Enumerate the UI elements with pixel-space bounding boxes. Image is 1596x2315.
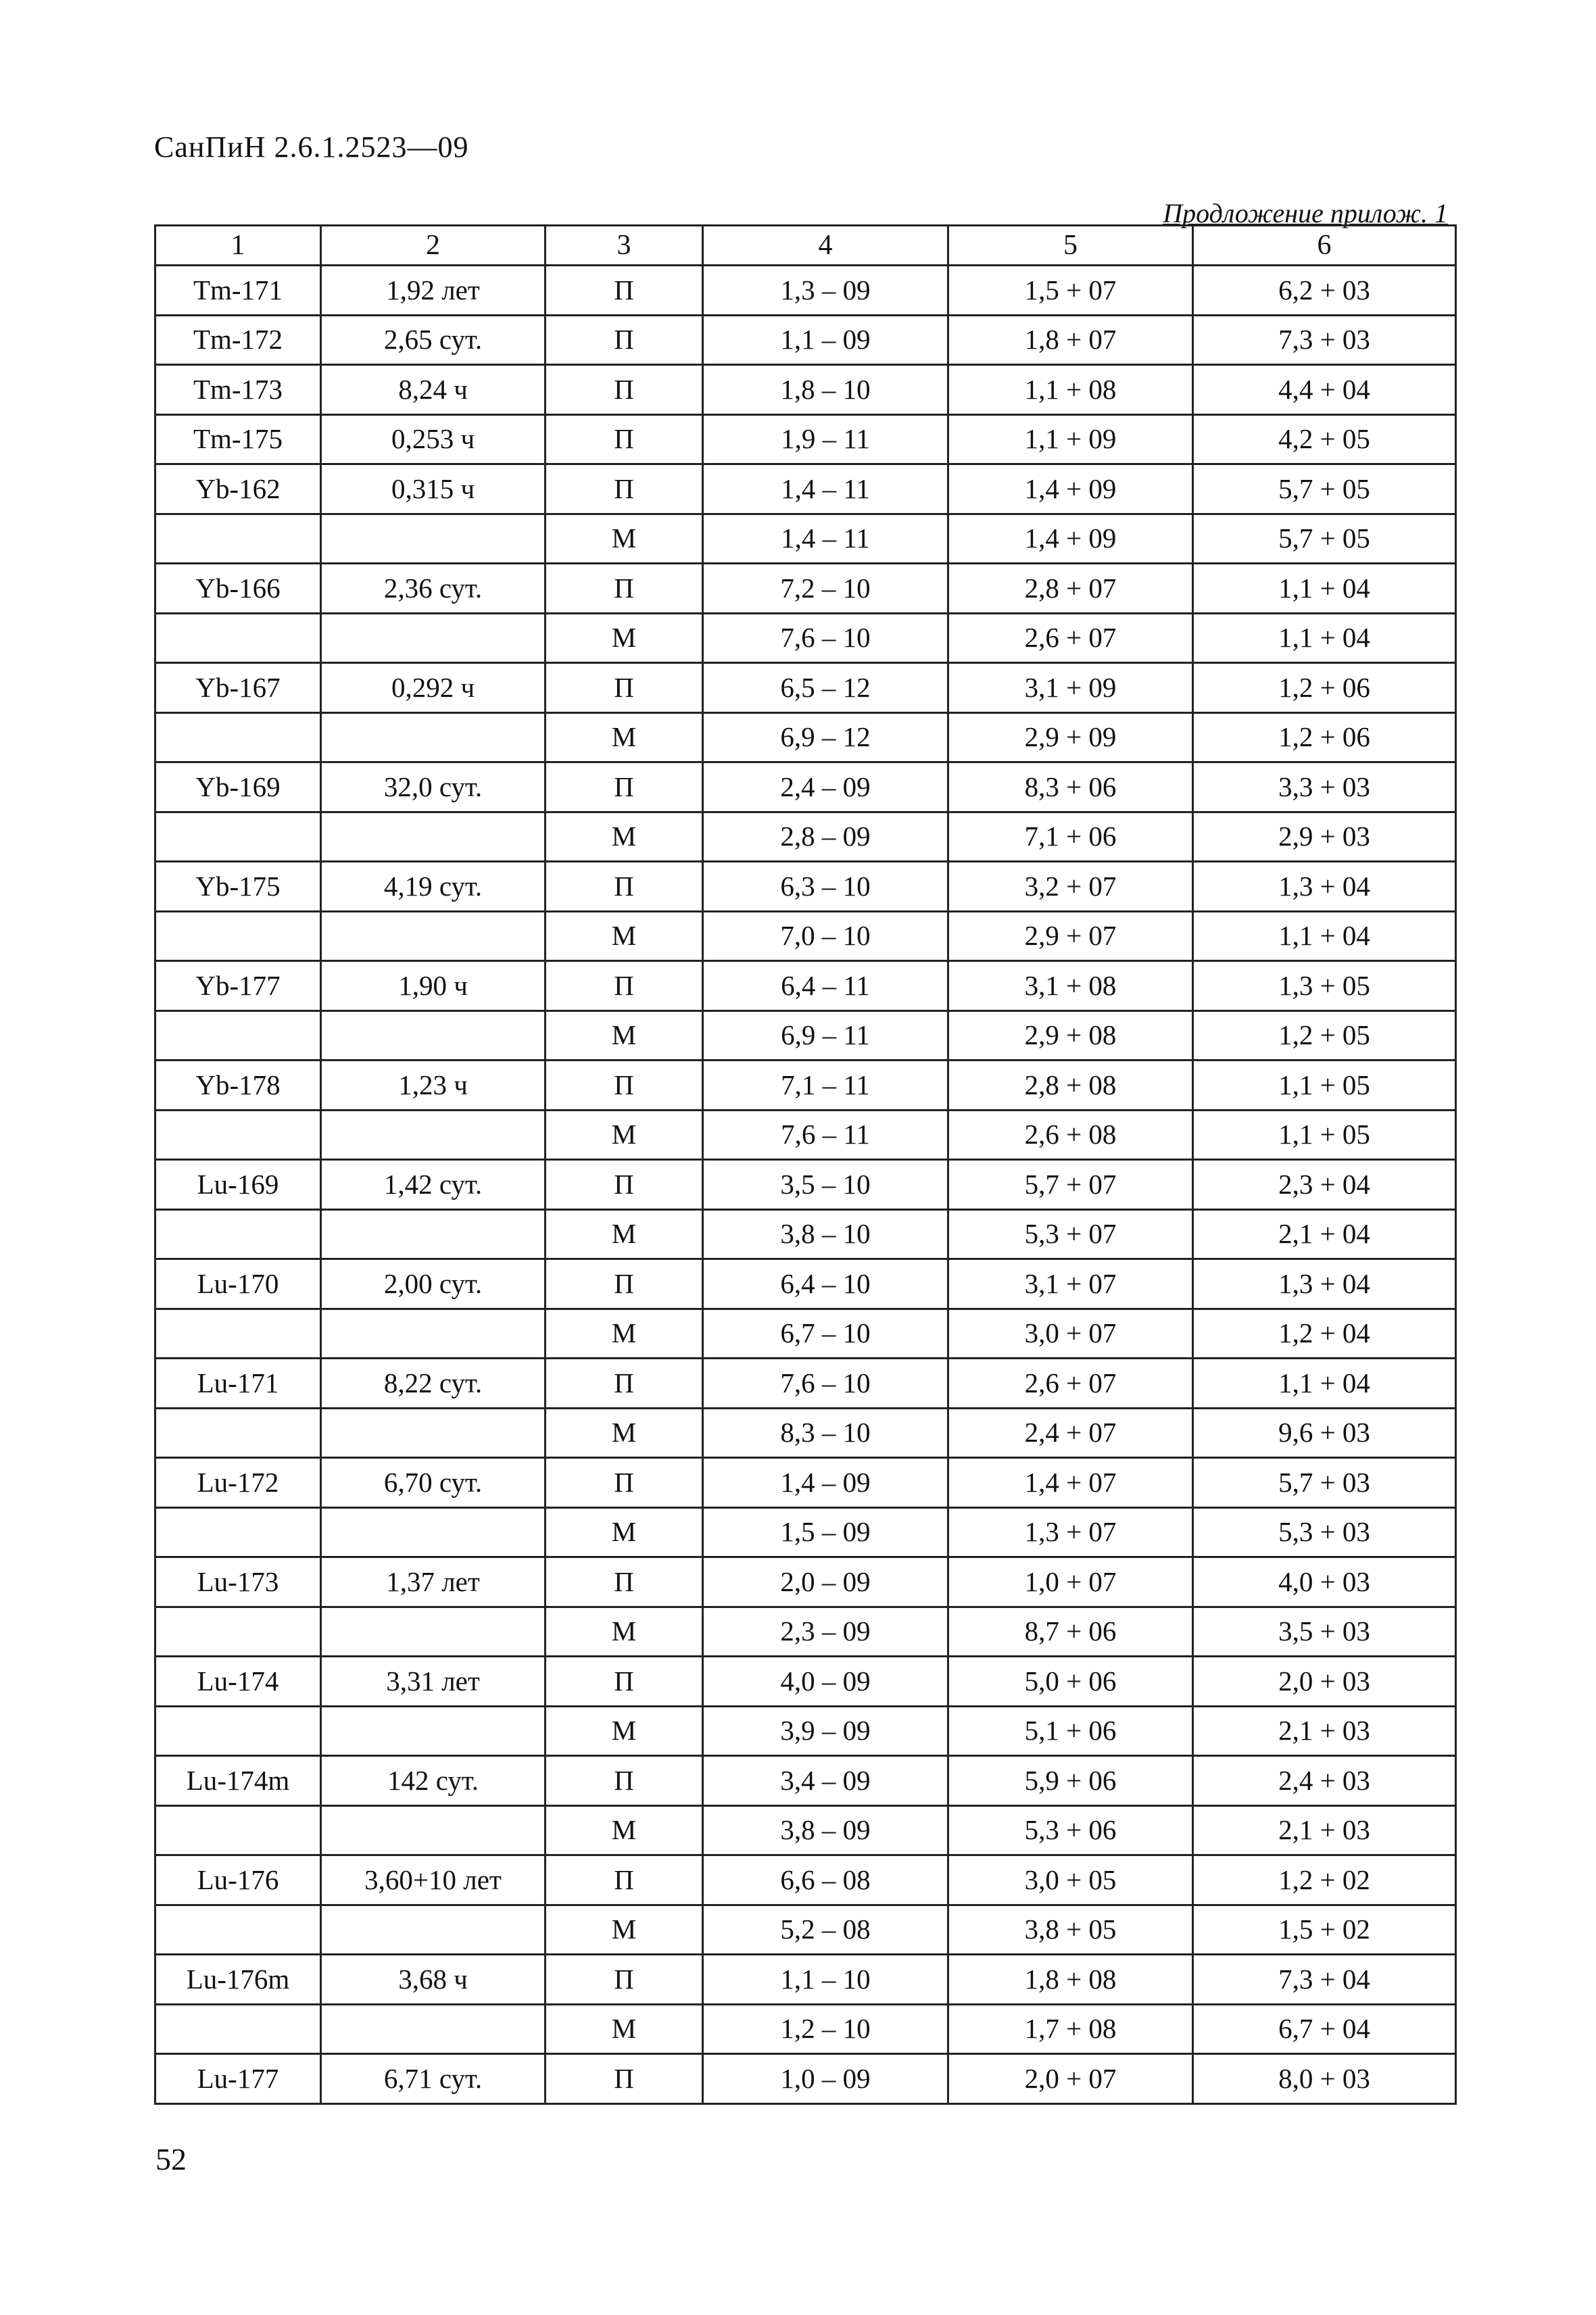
table-cell bbox=[321, 1905, 546, 1955]
table-cell: 5,1 + 06 bbox=[948, 1706, 1193, 1756]
table-cell: П bbox=[546, 663, 703, 713]
table-cell: Tm-171 bbox=[155, 266, 321, 316]
table-cell: 6,9 – 12 bbox=[703, 712, 948, 762]
table-cell: 2,9 + 07 bbox=[948, 911, 1193, 961]
table-cell: 5,7 + 05 bbox=[1193, 464, 1456, 514]
table-cell: П bbox=[546, 862, 703, 912]
column-header: 4 bbox=[703, 226, 948, 266]
table-cell: 1,5 – 09 bbox=[703, 1507, 948, 1557]
table-cell: 1,3 + 07 bbox=[948, 1507, 1193, 1557]
table-cell: П bbox=[546, 266, 703, 316]
table-cell: Yb-175 bbox=[155, 862, 321, 912]
table-cell: Yb-166 bbox=[155, 564, 321, 614]
table-cell: 1,2 + 05 bbox=[1193, 1010, 1456, 1061]
table-cell: 3,1 + 08 bbox=[948, 961, 1193, 1011]
table-cell bbox=[155, 1010, 321, 1061]
table-cell: 2,0 + 03 bbox=[1193, 1657, 1456, 1707]
table-cell: 1,2 + 06 bbox=[1193, 712, 1456, 762]
table-cell: 1,4 – 09 bbox=[703, 1458, 948, 1508]
table-cell: 1,92 лет bbox=[321, 266, 546, 316]
header-row bbox=[155, 226, 1456, 266]
table-cell: М bbox=[546, 812, 703, 862]
table-row bbox=[155, 1160, 1456, 1210]
table-cell: 5,3 + 06 bbox=[948, 1805, 1193, 1855]
table-cell bbox=[321, 1010, 546, 1061]
table-cell: 4,0 + 03 bbox=[1193, 1557, 1456, 1607]
table-cell: 8,3 – 10 bbox=[703, 1408, 948, 1458]
table-cell: 1,7 + 08 bbox=[948, 2004, 1193, 2054]
table-cell bbox=[155, 1607, 321, 1657]
table-cell: 6,4 – 11 bbox=[703, 961, 948, 1011]
table-row bbox=[155, 911, 1456, 961]
table-cell: 7,6 – 10 bbox=[703, 613, 948, 663]
table-cell: П bbox=[546, 315, 703, 365]
table-cell: М bbox=[546, 1905, 703, 1955]
table-row bbox=[155, 1805, 1456, 1855]
table-row bbox=[155, 1855, 1456, 1905]
table-cell: Tm-175 bbox=[155, 414, 321, 464]
table-cell: 2,65 сут. bbox=[321, 315, 546, 365]
table-cell: 6,7 + 04 bbox=[1193, 2004, 1456, 2054]
table-cell: 1,37 лет bbox=[321, 1557, 546, 1607]
table-cell bbox=[155, 812, 321, 862]
table-cell: 2,6 + 07 bbox=[948, 613, 1193, 663]
table-cell: П bbox=[546, 1061, 703, 1111]
table-cell: 1,0 – 09 bbox=[703, 2054, 948, 2104]
table-cell: 3,1 + 07 bbox=[948, 1259, 1193, 1309]
table-cell bbox=[155, 911, 321, 961]
table-cell: 2,6 + 07 bbox=[948, 1359, 1193, 1409]
table-cell: М bbox=[546, 1209, 703, 1259]
table-cell: 2,1 + 03 bbox=[1193, 1706, 1456, 1756]
table-cell: 2,4 + 03 bbox=[1193, 1756, 1456, 1806]
table-cell: М bbox=[546, 1706, 703, 1756]
table-cell: 5,0 + 06 bbox=[948, 1657, 1193, 1707]
table-cell: П bbox=[546, 1955, 703, 2005]
table-cell bbox=[155, 1805, 321, 1855]
table-cell bbox=[155, 1110, 321, 1160]
table-cell bbox=[321, 712, 546, 762]
table-cell: 2,9 + 08 bbox=[948, 1010, 1193, 1061]
table-cell: 5,9 + 06 bbox=[948, 1756, 1193, 1806]
table-cell: Lu-170 bbox=[155, 1259, 321, 1309]
table-cell: 6,2 + 03 bbox=[1193, 266, 1456, 316]
table-row bbox=[155, 514, 1456, 564]
table-cell: 3,68 ч bbox=[321, 1955, 546, 2005]
table-row bbox=[155, 663, 1456, 713]
table-cell: Lu-174m bbox=[155, 1756, 321, 1806]
table-cell bbox=[321, 1309, 546, 1359]
table-cell: 8,7 + 06 bbox=[948, 1607, 1193, 1657]
table-cell bbox=[321, 1110, 546, 1160]
table-row bbox=[155, 464, 1456, 514]
table-cell: 3,2 + 07 bbox=[948, 862, 1193, 912]
table-cell bbox=[321, 2004, 546, 2054]
table-cell: 0,253 ч bbox=[321, 414, 546, 464]
table-cell: 1,4 + 09 bbox=[948, 464, 1193, 514]
page-number: 52 bbox=[155, 2142, 187, 2176]
table-cell: 7,6 – 10 bbox=[703, 1359, 948, 1409]
table-cell: 1,1 – 09 bbox=[703, 315, 948, 365]
table-cell: 4,0 – 09 bbox=[703, 1657, 948, 1707]
table-row bbox=[155, 1309, 1456, 1359]
table-cell: Lu-172 bbox=[155, 1458, 321, 1508]
table-cell: 3,1 + 09 bbox=[948, 663, 1193, 713]
table-cell: Yb-177 bbox=[155, 961, 321, 1011]
table-cell: 3,60+10 лет bbox=[321, 1855, 546, 1905]
table-cell: П bbox=[546, 1458, 703, 1508]
table-row bbox=[155, 1706, 1456, 1756]
table-cell: 5,3 + 03 bbox=[1193, 1507, 1456, 1557]
table-row bbox=[155, 1458, 1456, 1508]
table-row bbox=[155, 1955, 1456, 2005]
table-cell: 1,23 ч bbox=[321, 1061, 546, 1111]
table-cell: П bbox=[546, 365, 703, 415]
table-cell: 1,1 + 04 bbox=[1193, 564, 1456, 614]
table-cell bbox=[321, 812, 546, 862]
table-cell: М bbox=[546, 1408, 703, 1458]
table-cell bbox=[155, 514, 321, 564]
table-cell: 2,9 + 09 bbox=[948, 712, 1193, 762]
table-cell: 1,9 – 11 bbox=[703, 414, 948, 464]
table-cell: 2,4 + 07 bbox=[948, 1408, 1193, 1458]
table-cell: М bbox=[546, 1507, 703, 1557]
table-cell bbox=[321, 1408, 546, 1458]
table-cell bbox=[155, 1905, 321, 1955]
table-cell: Lu-171 bbox=[155, 1359, 321, 1409]
table-cell bbox=[321, 1507, 546, 1557]
table-row bbox=[155, 2054, 1456, 2104]
table-cell: 1,5 + 02 bbox=[1193, 1905, 1456, 1955]
table-cell: М bbox=[546, 712, 703, 762]
table-cell: М bbox=[546, 911, 703, 961]
table-cell: 5,7 + 03 bbox=[1193, 1458, 1456, 1508]
table-row bbox=[155, 862, 1456, 912]
table-cell: 1,2 – 10 bbox=[703, 2004, 948, 2054]
table-cell: 3,8 + 05 bbox=[948, 1905, 1193, 1955]
table-cell bbox=[321, 1706, 546, 1756]
table-cell: 1,90 ч bbox=[321, 961, 546, 1011]
table-cell: 6,3 – 10 bbox=[703, 862, 948, 912]
table-row bbox=[155, 812, 1456, 862]
table-cell: 2,8 + 08 bbox=[948, 1061, 1193, 1111]
table-row bbox=[155, 1756, 1456, 1806]
table-cell: 2,8 – 09 bbox=[703, 812, 948, 862]
table-cell: 1,8 – 10 bbox=[703, 365, 948, 415]
table-cell bbox=[321, 1607, 546, 1657]
table-cell: 7,3 + 03 bbox=[1193, 315, 1456, 365]
table-cell: Yb-178 bbox=[155, 1061, 321, 1111]
table-cell: 1,1 + 05 bbox=[1193, 1061, 1456, 1111]
table-cell: 2,9 + 03 bbox=[1193, 812, 1456, 862]
table-cell bbox=[321, 514, 546, 564]
table-row bbox=[155, 564, 1456, 614]
table-cell bbox=[155, 1209, 321, 1259]
table-row bbox=[155, 1905, 1456, 1955]
table-cell: Lu-176m bbox=[155, 1955, 321, 2005]
table-cell: 2,8 + 07 bbox=[948, 564, 1193, 614]
table-cell: 1,1 + 04 bbox=[1193, 911, 1456, 961]
table-cell: 5,2 – 08 bbox=[703, 1905, 948, 1955]
table-cell: Yb-169 bbox=[155, 762, 321, 812]
table-cell bbox=[155, 1706, 321, 1756]
table-cell: 1,42 сут. bbox=[321, 1160, 546, 1210]
table-row bbox=[155, 1507, 1456, 1557]
table-cell: М bbox=[546, 1805, 703, 1855]
table-cell: 3,31 лет bbox=[321, 1657, 546, 1707]
table-cell: 1,3 + 04 bbox=[1193, 862, 1456, 912]
table-cell: Tm-172 bbox=[155, 315, 321, 365]
table-cell: 1,3 + 04 bbox=[1193, 1259, 1456, 1309]
table-cell: 7,6 – 11 bbox=[703, 1110, 948, 1160]
table-row bbox=[155, 365, 1456, 415]
table-cell bbox=[321, 613, 546, 663]
table-row bbox=[155, 1657, 1456, 1707]
table-cell: 6,5 – 12 bbox=[703, 663, 948, 713]
table-cell: 1,8 + 07 bbox=[948, 315, 1193, 365]
table-cell: П bbox=[546, 1657, 703, 1707]
table-row bbox=[155, 1010, 1456, 1061]
table-cell: 3,9 – 09 bbox=[703, 1706, 948, 1756]
table-cell: 1,1 + 08 bbox=[948, 365, 1193, 415]
table-cell: 6,70 сут. bbox=[321, 1458, 546, 1508]
table-cell: М bbox=[546, 1010, 703, 1061]
table-cell: 1,4 + 09 bbox=[948, 514, 1193, 564]
table-cell: 1,3 – 09 bbox=[703, 266, 948, 316]
table-cell: М bbox=[546, 514, 703, 564]
table-cell: 6,9 – 11 bbox=[703, 1010, 948, 1061]
table-cell: 7,3 + 04 bbox=[1193, 1955, 1456, 2005]
table-body bbox=[155, 266, 1456, 2104]
table-cell: 5,7 + 07 bbox=[948, 1160, 1193, 1210]
column-header: 5 bbox=[948, 226, 1193, 266]
table-cell: 0,292 ч bbox=[321, 663, 546, 713]
table-cell: 3,5 – 10 bbox=[703, 1160, 948, 1210]
table-row bbox=[155, 1110, 1456, 1160]
table-cell: П bbox=[546, 1756, 703, 1806]
table-cell: Lu-174 bbox=[155, 1657, 321, 1707]
table-cell: 1,2 + 06 bbox=[1193, 663, 1456, 713]
table-cell: П bbox=[546, 1855, 703, 1905]
table-cell: Lu-177 bbox=[155, 2054, 321, 2104]
table-cell: М bbox=[546, 1607, 703, 1657]
table-cell: 1,1 + 04 bbox=[1193, 1359, 1456, 1409]
table-cell: П bbox=[546, 564, 703, 614]
table-cell: Lu-173 bbox=[155, 1557, 321, 1607]
table-cell: 3,5 + 03 bbox=[1193, 1607, 1456, 1657]
table-cell bbox=[155, 613, 321, 663]
table-cell: 1,1 + 05 bbox=[1193, 1110, 1456, 1160]
table-cell: 6,71 сут. bbox=[321, 2054, 546, 2104]
table-cell: 2,0 + 07 bbox=[948, 2054, 1193, 2104]
table-cell: 1,8 + 08 bbox=[948, 1955, 1193, 2005]
table-row bbox=[155, 1408, 1456, 1458]
table-cell: 2,3 + 04 bbox=[1193, 1160, 1456, 1210]
table-cell: М bbox=[546, 1309, 703, 1359]
table-cell: М bbox=[546, 1110, 703, 1160]
table-cell: 7,1 – 11 bbox=[703, 1061, 948, 1111]
table-cell: 7,2 – 10 bbox=[703, 564, 948, 614]
table-cell: 1,3 + 05 bbox=[1193, 961, 1456, 1011]
table-cell: 2,36 сут. bbox=[321, 564, 546, 614]
table-cell: Yb-162 bbox=[155, 464, 321, 514]
table-cell: 6,4 – 10 bbox=[703, 1259, 948, 1309]
table-cell: П bbox=[546, 2054, 703, 2104]
table-cell: 1,2 + 02 bbox=[1193, 1855, 1456, 1905]
continuation-note: Продложение прилож. 1 bbox=[1163, 198, 1448, 228]
table-cell: П bbox=[546, 414, 703, 464]
table-row bbox=[155, 2004, 1456, 2054]
table-row bbox=[155, 1209, 1456, 1259]
table-cell: 1,4 + 07 bbox=[948, 1458, 1193, 1508]
table-cell: 1,5 + 07 bbox=[948, 266, 1193, 316]
table-cell bbox=[321, 1209, 546, 1259]
table-cell: П bbox=[546, 1359, 703, 1409]
table-row bbox=[155, 1557, 1456, 1607]
table-cell: 1,4 – 11 bbox=[703, 464, 948, 514]
table-cell: 8,0 + 03 bbox=[1193, 2054, 1456, 2104]
table-row bbox=[155, 613, 1456, 663]
table-cell: 2,6 + 08 bbox=[948, 1110, 1193, 1160]
table-cell: 2,0 – 09 bbox=[703, 1557, 948, 1607]
table-cell: 1,2 + 04 bbox=[1193, 1309, 1456, 1359]
table-cell: 5,3 + 07 bbox=[948, 1209, 1193, 1259]
table-cell bbox=[155, 1507, 321, 1557]
table-row bbox=[155, 762, 1456, 812]
table-cell bbox=[155, 1309, 321, 1359]
table-cell: 3,0 + 07 bbox=[948, 1309, 1193, 1359]
table-cell: 4,4 + 04 bbox=[1193, 365, 1456, 415]
table-cell: 8,22 сут. bbox=[321, 1359, 546, 1409]
column-header: 6 bbox=[1193, 226, 1456, 266]
table-cell: 1,1 + 04 bbox=[1193, 613, 1456, 663]
table-cell: 2,4 – 09 bbox=[703, 762, 948, 812]
table-cell: 3,3 + 03 bbox=[1193, 762, 1456, 812]
table-cell: П bbox=[546, 1160, 703, 1210]
data-table bbox=[154, 224, 1457, 2105]
table-row bbox=[155, 1359, 1456, 1409]
table-cell: 3,8 – 09 bbox=[703, 1805, 948, 1855]
table-cell: 2,1 + 03 bbox=[1193, 1805, 1456, 1855]
table-row bbox=[155, 1259, 1456, 1309]
table-row bbox=[155, 315, 1456, 365]
table-cell: 142 сут. bbox=[321, 1756, 546, 1806]
table-row bbox=[155, 1607, 1456, 1657]
table-cell bbox=[155, 2004, 321, 2054]
table-cell bbox=[155, 1408, 321, 1458]
table-cell: П bbox=[546, 464, 703, 514]
table-cell: П bbox=[546, 1557, 703, 1607]
column-header: 1 bbox=[155, 226, 321, 266]
table-cell: М bbox=[546, 2004, 703, 2054]
table-cell: 2,3 – 09 bbox=[703, 1607, 948, 1657]
table-cell: П bbox=[546, 961, 703, 1011]
table-cell: 4,2 + 05 bbox=[1193, 414, 1456, 464]
table-cell: Yb-167 bbox=[155, 663, 321, 713]
column-header: 3 bbox=[546, 226, 703, 266]
table-cell: М bbox=[546, 613, 703, 663]
document-code: СанПиН 2.6.1.2523—09 bbox=[154, 130, 469, 164]
column-header: 2 bbox=[321, 226, 546, 266]
table-cell: 1,0 + 07 bbox=[948, 1557, 1193, 1607]
table-cell: 1,4 – 11 bbox=[703, 514, 948, 564]
table-cell: 7,0 – 10 bbox=[703, 911, 948, 961]
table-cell bbox=[321, 911, 546, 961]
table-cell bbox=[321, 1805, 546, 1855]
table-cell: 2,00 сут. bbox=[321, 1259, 546, 1309]
table-cell: 7,1 + 06 bbox=[948, 812, 1193, 862]
table-cell: П bbox=[546, 1259, 703, 1309]
table-row bbox=[155, 266, 1456, 316]
table-cell: 6,6 – 08 bbox=[703, 1855, 948, 1905]
table-cell: 3,4 – 09 bbox=[703, 1756, 948, 1806]
table-cell bbox=[155, 712, 321, 762]
table-cell: 8,3 + 06 bbox=[948, 762, 1193, 812]
table-cell: 6,7 – 10 bbox=[703, 1309, 948, 1359]
table-cell: Lu-169 bbox=[155, 1160, 321, 1210]
table-cell: 3,8 – 10 bbox=[703, 1209, 948, 1259]
table-cell: 1,1 – 10 bbox=[703, 1955, 948, 2005]
table-row bbox=[155, 712, 1456, 762]
table-cell: 5,7 + 05 bbox=[1193, 514, 1456, 564]
table-cell: Lu-176 bbox=[155, 1855, 321, 1905]
table-cell: П bbox=[546, 762, 703, 812]
table-cell: Tm-173 bbox=[155, 365, 321, 415]
table-row bbox=[155, 1061, 1456, 1111]
table-cell: 32,0 сут. bbox=[321, 762, 546, 812]
table-row bbox=[155, 414, 1456, 464]
table-cell: 8,24 ч bbox=[321, 365, 546, 415]
table-cell: 2,1 + 04 bbox=[1193, 1209, 1456, 1259]
table-cell: 0,315 ч bbox=[321, 464, 546, 514]
table-cell: 1,1 + 09 bbox=[948, 414, 1193, 464]
table-cell: 4,19 сут. bbox=[321, 862, 546, 912]
table-row bbox=[155, 961, 1456, 1011]
table-cell: 3,0 + 05 bbox=[948, 1855, 1193, 1905]
table-cell: 9,6 + 03 bbox=[1193, 1408, 1456, 1458]
